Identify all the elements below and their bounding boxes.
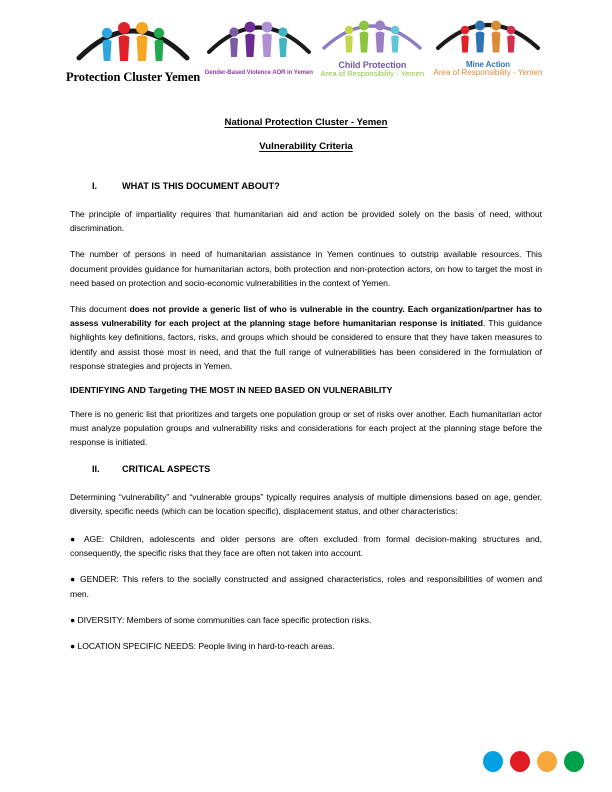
bullet-marker-icon: ● bbox=[70, 614, 76, 625]
section-1-subheading: IDENTIFYING AND Targeting THE MOST IN NEED BASED ON VULNERABILITY bbox=[70, 385, 393, 396]
section-2-bullet-gender bbox=[70, 572, 542, 600]
document-title-line-2 bbox=[0, 141, 612, 152]
logo-label-gbv-aor-yemen: Gender-Based Violence AOR in Yemen bbox=[204, 69, 313, 76]
mine-action-people-arc-icon bbox=[430, 8, 546, 60]
logo-protection-cluster-yemen bbox=[66, 8, 200, 84]
section-1-paragraph-4: There is no generic list that prioritizes and targets one population group or set of risks over another. Each humanitarian actor must analyze population groups and vulnerability risks and considerations for each project at the planning stage before the response is initiated. bbox=[70, 409, 542, 448]
document-body bbox=[70, 181, 542, 653]
section-1-number: I. bbox=[92, 181, 98, 191]
section-2-bullet-diversity bbox=[70, 613, 542, 627]
logo-gbv-aor-yemen bbox=[203, 8, 315, 76]
document-title-line-1-text: National Protection Cluster - Yemen bbox=[224, 117, 388, 128]
header-logo-band bbox=[66, 8, 546, 88]
document-title-line-1 bbox=[0, 117, 612, 128]
section-2-heading bbox=[70, 464, 542, 474]
gbv-people-arc-icon bbox=[203, 8, 315, 68]
section-2-bullet-diversity-text: DIVERSITY: Members of some communities can face specific protection risks. bbox=[77, 614, 372, 625]
footer-dot-red-icon bbox=[510, 751, 530, 772]
section-2-number: II. bbox=[92, 463, 100, 474]
footer-dot-row bbox=[483, 750, 593, 772]
bullet-marker-icon: ● bbox=[70, 574, 77, 585]
section-1-paragraph-2: The number of persons in need of humanitarian assistance in Yemen continues to outstrip available resources. This document provides guidance for humanitarian actors, both protection and non-protection actors, on how to target the most in need based on protection and socio-economic vulnerabilities in the context of Yemen. bbox=[70, 249, 542, 288]
logo-mine-action-aor-yemen bbox=[430, 8, 546, 78]
section-1-paragraph-3-lead: This document bbox=[70, 304, 130, 315]
section-2-bullet-age bbox=[70, 532, 542, 560]
section-2-bullet-location-specific-needs-text: LOCATION SPECIFIC NEEDS: People living in hard-to-reach areas. bbox=[77, 641, 335, 652]
section-1-heading bbox=[70, 181, 542, 191]
logo-label-protection-cluster-yemen: Protection Cluster Yemen bbox=[66, 70, 201, 84]
section-2-paragraph-1: Determining “vulnerability” and “vulnerable groups” typically requires analysis of multiple dimensions based on age, gender, diversity, specific needs (which can be location specific), displacement status, and other characteristics: bbox=[70, 491, 542, 516]
bullet-marker-icon: ● bbox=[70, 534, 79, 545]
logo-sublabel-child-protection: Area of Responsibility - Yemen bbox=[320, 69, 425, 79]
logo-sublabel-mine-action: Area of Responsibility - Yemen bbox=[433, 68, 543, 78]
document-title-line-2-text: Vulnerability Criteria bbox=[259, 141, 353, 152]
section-1-heading-text: WHAT IS THIS DOCUMENT ABOUT? bbox=[122, 181, 280, 191]
section-1-paragraph-3-tail: . This guidance highlights key definitions, factors, risks, and groups which should be considered to ensure that they have taken measures to identify and assist those most in need, and that the full range of vulnerabilities has been considered in the formulation of response strategies and projects in Yemen. bbox=[70, 318, 542, 371]
section-2-bullet-age-text: AGE: Children, adolescents and older persons are often excluded from formal decision-making structures and, consequently, the specific risks that they face are often not taken into account. bbox=[70, 534, 542, 559]
logo-label-child-protection: Child Protection bbox=[338, 60, 407, 70]
logo-child-protection-aor-yemen bbox=[317, 8, 427, 78]
section-2-heading-text: CRITICAL ASPECTS bbox=[122, 463, 211, 474]
logo-label-mine-action: Mine Action bbox=[466, 60, 510, 69]
footer-dot-blue-icon bbox=[483, 751, 503, 772]
footer-dot-green-icon bbox=[564, 751, 584, 772]
section-2-bullet-gender-text: GENDER: This refers to the socially constructed and assigned characteristics, roles and responsibilities of women and men. bbox=[70, 574, 542, 599]
section-1-paragraph-1: The principle of impartiality requires that humanitarian aid and action be provided solely on the basis of need, without discrimination. bbox=[70, 209, 542, 234]
protection-cluster-people-arc-icon bbox=[73, 8, 193, 70]
section-1-paragraph-3 bbox=[70, 302, 542, 373]
bullet-marker-icon: ● bbox=[70, 641, 76, 652]
footer-dot-orange-icon bbox=[537, 751, 557, 772]
child-protection-people-arc-icon bbox=[317, 8, 427, 60]
section-1-paragraph-3-emphasis: does not provide a generic list of who is vulnerable in the country. Each organization/partner has to assess vulnerability for each project at the planning stage before humanitarian response is initiated bbox=[70, 304, 542, 329]
section-2-bullet-location-specific-needs bbox=[70, 639, 542, 653]
